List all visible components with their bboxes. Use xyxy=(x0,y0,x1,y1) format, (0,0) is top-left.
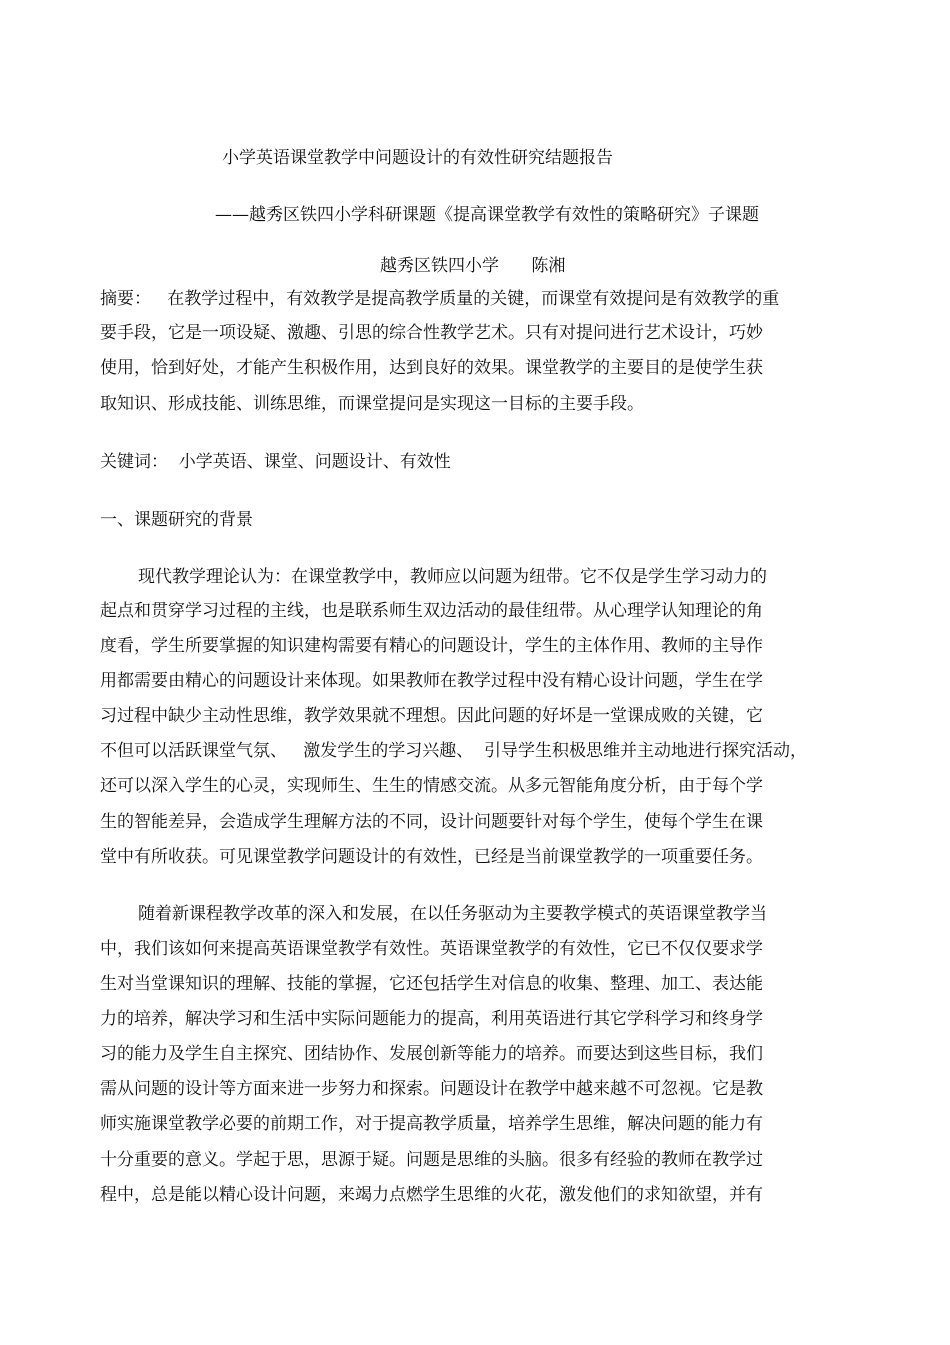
paragraph-line: 十分重要的意义。学起于思，思源于疑。问题是思维的头脑。很多有经验的教师在教学过 xyxy=(100,1150,763,1170)
document-subtitle: ——越秀区铁四小学科研课题《提高课堂教学有效性的策略研究》子课题 xyxy=(215,205,759,225)
paragraph-line: 师实施课堂教学必要的前期工作，对于提高教学质量，培养学生思维，解决问题的能力有 xyxy=(100,1114,763,1134)
paragraph-line: 随着新课程教学改革的深入和发展，在以任务驱动为主要教学模式的英语课堂教学当 xyxy=(138,904,767,924)
paragraph-line: 中，我们该如何来提高英语课堂教学有效性。英语课堂教学的有效性，它已不仅仅要求学 xyxy=(100,939,763,959)
keywords: 关键词： 小学英语、课堂、问题设计、有效性 xyxy=(100,452,451,472)
paragraph-line: 现代教学理论认为：在课堂教学中，教师应以问题为纽带。它不仅是学生学习动力的 xyxy=(138,567,767,587)
paragraph-line: 程中，总是能以精心设计问题，来竭力点燃学生思维的火花，激发他们的求知欲望，并有 xyxy=(100,1185,763,1205)
paragraph-line: 习过程中缺少主动性思维，教学效果就不理想。因此问题的好坏是一堂课成败的关键，它 xyxy=(100,706,763,726)
document-title: 小学英语课堂教学中问题设计的有效性研究结题报告 xyxy=(222,148,613,168)
paragraph-line: 度看，学生所要掌握的知识建构需要有精心的问题设计，学生的主体作用、教师的主导作 xyxy=(100,636,763,656)
paragraph-line: 还可以深入学生的心灵，实现师生、生生的情感交流。从多元智能角度分析，由于每个学 xyxy=(100,776,763,796)
paragraph-line: 生的智能差异，会造成学生理解方法的不同，设计问题要针对每个学生，使每个学生在课 xyxy=(100,812,763,832)
abstract-line: 要手段，它是一项设疑、激趣、引思的综合性教学艺术。只有对提问进行艺术设计，巧妙 xyxy=(100,323,763,343)
paragraph-line: 习的能力及学生自主探究、团结协作、发展创新等能力的培养。而要达到这些目标，我们 xyxy=(100,1044,763,1064)
paragraph-line: 力的培养，解决学习和生活中实际问题能力的提高，利用英语进行其它学科学习和终身学 xyxy=(100,1009,763,1029)
paragraph-line: 用都需要由精心的问题设计来体现。如果教师在教学过程中没有精心设计问题，学生在学 xyxy=(100,671,763,691)
abstract-line: 摘要： 在教学过程中，有效教学是提高教学质量的关键，而课堂有效提问是有效教学的重 xyxy=(100,289,780,309)
section-heading: 一、课题研究的背景 xyxy=(100,510,253,530)
paragraph-line: 起点和贯穿学习过程的主线，也是联系师生双边活动的最佳纽带。从心理学认知理论的角 xyxy=(100,601,763,621)
paragraph-line: 不但可以活跃课堂气氛、 激发学生的学习兴趣、 引导学生积极思维并主动地进行探究活动， xyxy=(100,741,808,761)
paragraph-line: 生对当堂课知识的理解、技能的掌握，它还包括学生对信息的收集、整理、加工、表达能 xyxy=(100,974,763,994)
document-author: 越秀区铁四小学 陈湘 xyxy=(380,256,566,276)
paragraph-line: 堂中有所收获。可见课堂教学问题设计的有效性，已经是当前课堂教学的一项重要任务。 xyxy=(100,847,763,867)
abstract-line: 取知识、形成技能、训练思维，而课堂提问是实现这一目标的主要手段。 xyxy=(100,394,644,414)
paragraph-line: 需从问题的设计等方面来进一步努力和探索。问题设计在教学中越来越不可忽视。它是教 xyxy=(100,1079,763,1099)
abstract-line: 使用，恰到好处，才能产生积极作用，达到良好的效果。课堂教学的主要目的是使学生获 xyxy=(100,358,763,378)
